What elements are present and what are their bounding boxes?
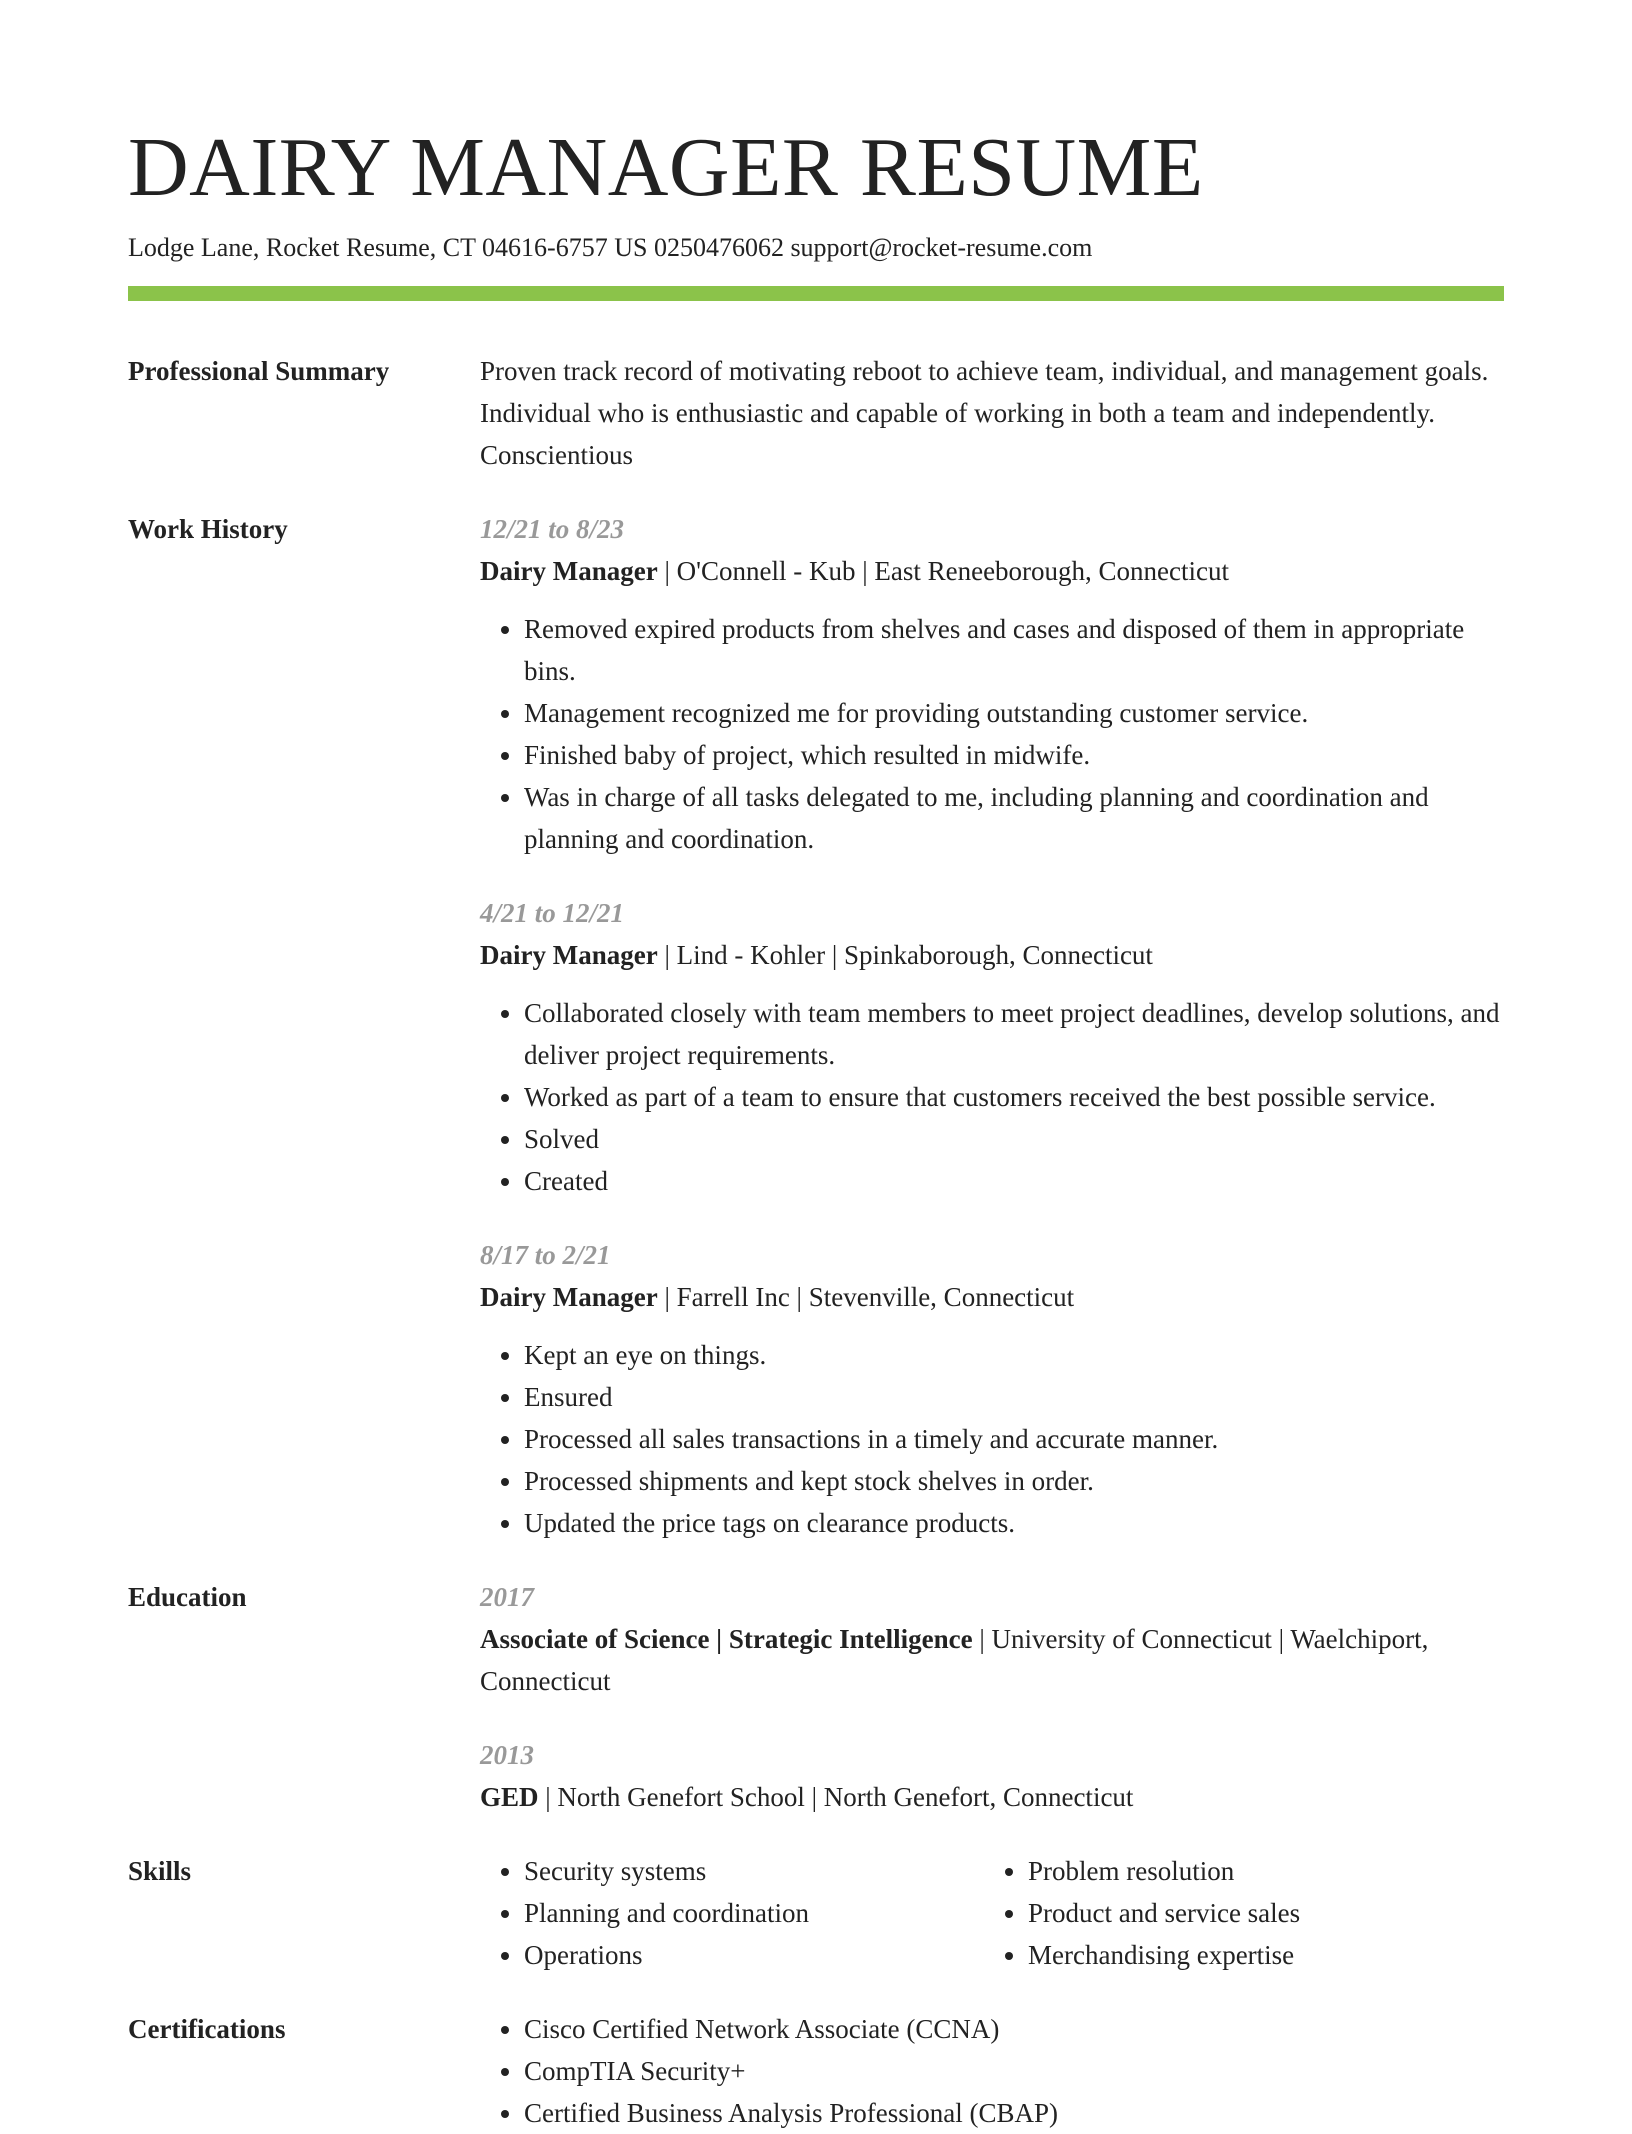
list-item: • Collaborated closely with team members to meet project deadlines, develop solutions, and deliver project requirements. <box>524 992 1504 1076</box>
list-item: • Processed all sales transactions in a timely and accurate manner. <box>524 1418 1504 1460</box>
section-label-summary: Professional Summary <box>128 356 390 386</box>
certification-item: • Certified Business Analysis Professional (CBAP) <box>524 2092 1504 2134</box>
list-item: • Kept an eye on things. <box>524 1334 1504 1376</box>
job-dates: 4/21 to 12/21 <box>480 898 625 928</box>
skill-item: • Security systems <box>524 1850 809 1892</box>
job-title: Dairy Manager <box>480 1282 658 1312</box>
list-item: • Was in charge of all tasks delegated to me, including planning and coordination and planning and coordination. <box>524 776 1504 860</box>
job-bullets <box>480 1334 1504 1544</box>
education-entry <box>480 1734 1504 1818</box>
skills-list-right <box>984 1850 1300 1976</box>
certifications-section <box>480 2008 1504 2134</box>
job-dates: 12/21 to 8/23 <box>480 514 625 544</box>
job-title: Dairy Manager <box>480 556 658 586</box>
education-role <box>480 1618 1504 1702</box>
job-role <box>480 1276 1504 1318</box>
skill-item: • Merchandising expertise <box>1028 1934 1300 1976</box>
job-details: | Lind - Kohler | Spinkaborough, Connecticut <box>657 940 1153 970</box>
list-item: • Updated the price tags on clearance products. <box>524 1502 1504 1544</box>
skill-item: • Product and service sales <box>1028 1892 1300 1934</box>
job-title: Dairy Manager <box>480 940 658 970</box>
list-item: • Ensured <box>524 1376 1504 1418</box>
job-entry <box>480 508 1504 860</box>
certifications-list <box>480 2008 1504 2134</box>
job-entry <box>480 892 1504 1202</box>
job-role <box>480 550 1504 592</box>
summary-text: Proven track record of motivating reboot to achieve team, individual, and management goals. Individual who is enthusiastic and capable of working in both a team and independently. Conscientious <box>480 356 1489 470</box>
contact-line: Lodge Lane, Rocket Resume, CT 04616-6757 US 0250476062 support@rocket-resume.com <box>128 233 1093 262</box>
education-entry <box>480 1576 1504 1702</box>
job-role <box>480 934 1504 976</box>
list-item: • Processed shipments and kept stock shelves in order. <box>524 1460 1504 1502</box>
list-item: • Created <box>524 1160 1504 1202</box>
section-label-education: Education <box>128 1582 247 1612</box>
education-year: 2013 <box>480 1740 534 1770</box>
list-item: • Worked as part of a team to ensure that customers received the best possible service. <box>524 1076 1504 1118</box>
skill-item: • Problem resolution <box>1028 1850 1300 1892</box>
section-label-work: Work History <box>128 514 288 544</box>
job-bullets <box>480 992 1504 1202</box>
education-details: | North Genefort School | North Genefort, Connecticut <box>538 1782 1134 1812</box>
education-degree: GED <box>480 1782 539 1812</box>
education-year: 2017 <box>480 1582 534 1612</box>
skill-item: • Operations <box>524 1934 809 1976</box>
education-details: | University of Connecticut | Waelchiport, Connecticut <box>480 1624 1429 1696</box>
header-divider <box>128 286 1504 301</box>
skills-list-left <box>480 1850 809 1976</box>
section-label-certifications: Certifications <box>128 2014 286 2044</box>
list-item: • Removed expired products from shelves and cases and disposed of them in appropriate bins. <box>524 608 1504 692</box>
section-label-skills: Skills <box>128 1856 192 1886</box>
job-dates: 8/17 to 2/21 <box>480 1240 611 1270</box>
summary-section <box>480 350 1504 476</box>
skill-item: • Planning and coordination <box>524 1892 809 1934</box>
job-bullets <box>480 608 1504 860</box>
resume-title: DAIRY MANAGER RESUME <box>128 121 1204 214</box>
education-degree: Associate of Science | Strategic Intelligence <box>480 1624 973 1654</box>
job-details: | Farrell Inc | Stevenville, Connecticut <box>657 1282 1075 1312</box>
list-item: • Solved <box>524 1118 1504 1160</box>
education-role <box>480 1776 1504 1818</box>
job-entry <box>480 1234 1504 1544</box>
certification-item: • CompTIA Security+ <box>524 2050 1504 2092</box>
list-item: • Finished baby of project, which resulted in midwife. <box>524 734 1504 776</box>
list-item: • Management recognized me for providing outstanding customer service. <box>524 692 1504 734</box>
job-details: | O'Connell - Kub | East Reneeborough, Connecticut <box>657 556 1230 586</box>
certification-item: • Cisco Certified Network Associate (CCNA) <box>524 2008 1504 2050</box>
